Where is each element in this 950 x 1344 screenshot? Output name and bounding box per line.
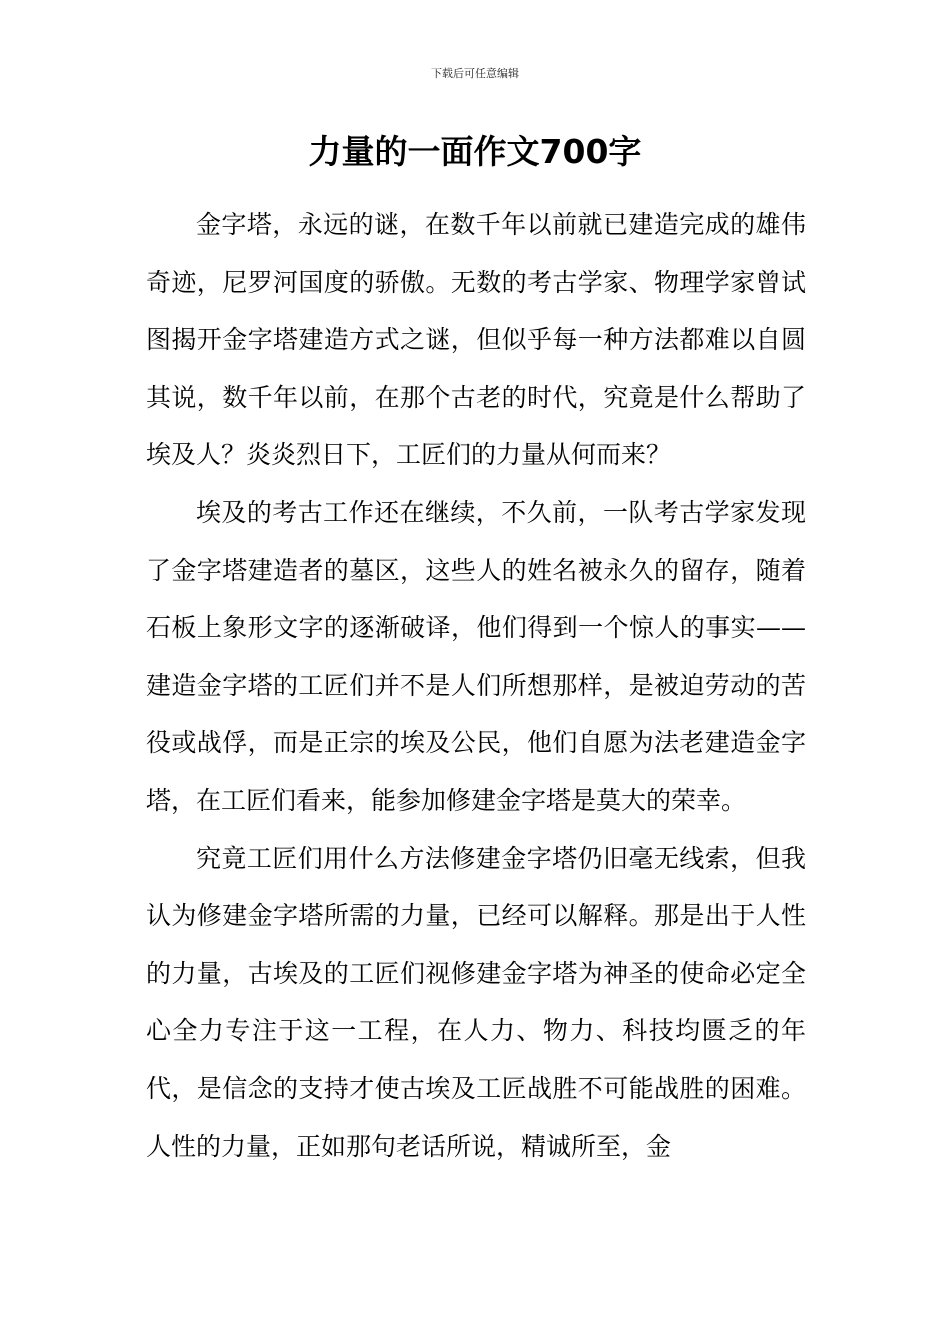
document-title: 力量的一面作文700字 (308, 132, 642, 171)
header-note: 下载后可任意编辑 (431, 67, 519, 80)
paragraph-1: 金字塔，永远的谜，在数千年以前就已建造完成的雄伟奇迹，尼罗河国度的骄傲。无数的考古学家、物理学家曾试图揭开金字塔建造方式之谜，但似乎每一种方法都难以自圆其说，数千年以前，在那个古老的时代，究竟是什么帮助了埃及人？炎炎烈日下，工匠们的力量从何而来？ (146, 210, 806, 470)
document-body (146, 196, 806, 1175)
paragraph-3: 究竟工匠们用什么方法修建金字塔仍旧毫无线索，但我认为修建金字塔所需的力量，已经可以解释。那是出于人性的力量，古埃及的工匠们视修建金字塔为神圣的使命必定全心全力专注于这一工程，在人力、物力、科技均匮乏的年代，是信念的支持才使古埃及工匠战胜不可能战胜的困难。人性的力量，正如那句老话所说，精诚所至，金 (146, 843, 806, 1161)
paragraph-2: 埃及的考古工作还在继续，不久前，一队考古学家发现了金字塔建造者的墓区，这些人的姓名被永久的留存，随着石板上象形文字的逐渐破译，他们得到一个惊人的事实——建造金字塔的工匠们并不是人们所想那样，是被迫劳动的苦役或战俘，而是正宗的埃及公民，他们自愿为法老建造金字塔，在工匠们看来，能参加修建金字塔是莫大的荣幸。 (146, 497, 806, 815)
